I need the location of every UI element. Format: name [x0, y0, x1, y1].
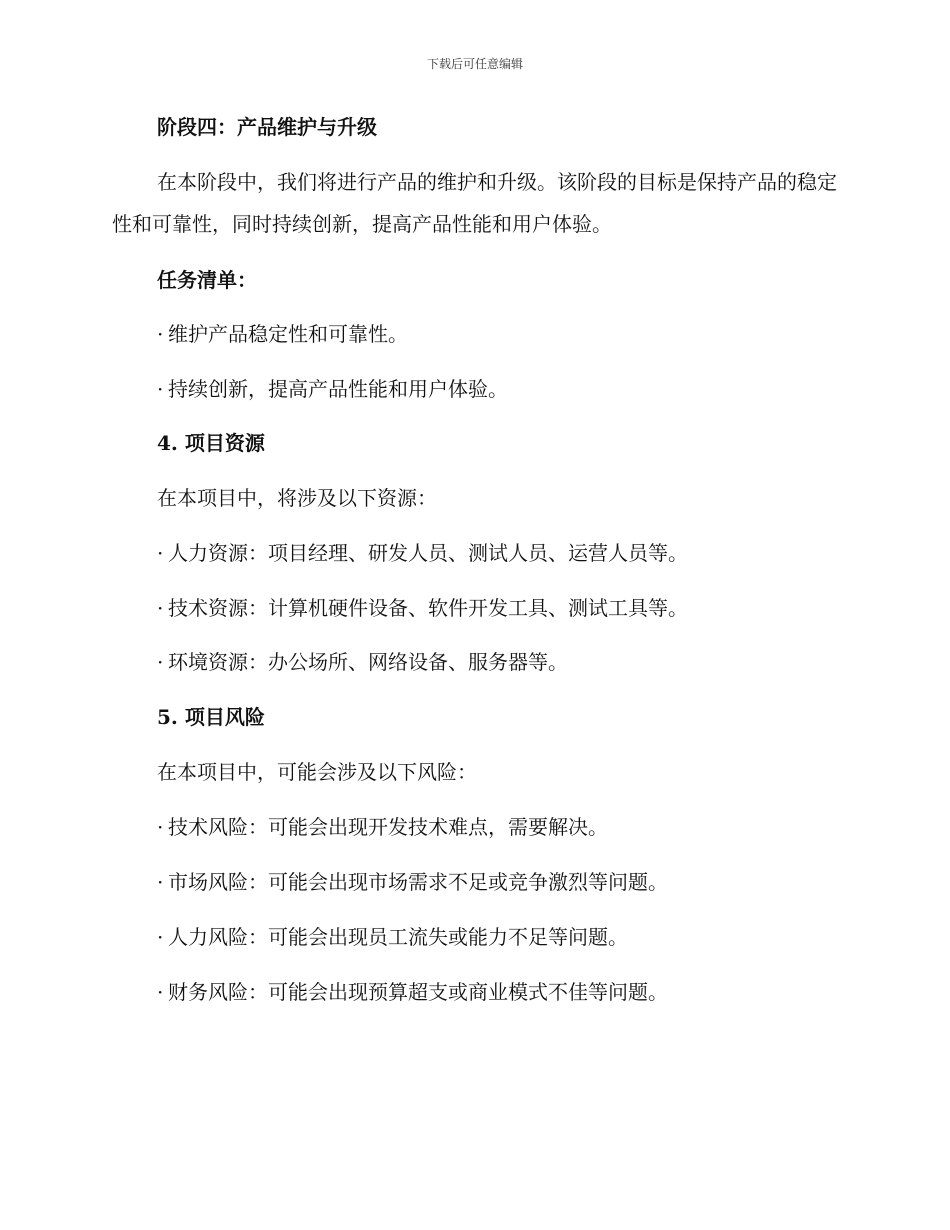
risks-intro: 在本项目中，可能会涉及以下风险：: [157, 760, 477, 784]
risk-item: [157, 927, 628, 947]
task-item: [157, 379, 508, 399]
risk-item: [157, 817, 608, 837]
resource-item: [157, 543, 688, 563]
risk-item: [157, 872, 668, 892]
bullet-dot: ·: [157, 980, 164, 1004]
bullet-dot: ·: [157, 650, 164, 674]
bullet-dot: ·: [157, 815, 164, 839]
risk-item-text: 技术风险：可能会出现开发技术难点，需要解决。: [168, 815, 608, 839]
task-item: [157, 324, 408, 344]
bullet-dot: ·: [157, 541, 164, 565]
page-header-note: 下载后可任意编辑: [426, 57, 523, 71]
resource-item: [157, 598, 688, 618]
task-item-text: 持续创新，提高产品性能和用户体验。: [168, 377, 508, 401]
bullet-dot: ·: [157, 870, 164, 894]
bullet-dot: ·: [157, 377, 164, 401]
stage4-paragraph: 在本阶段中，我们将进行产品的维护和升级。该阶段的目标是保持产品的稳定性和可靠性，同时持续创新，提高产品性能和用户体验。: [112, 170, 837, 236]
stage4-heading: 阶段四：产品维护与升级: [157, 115, 377, 139]
resources-heading: 4. 项目资源: [157, 431, 265, 455]
resource-item-text: 人力资源：项目经理、研发人员、测试人员、运营人员等。: [168, 541, 688, 565]
resource-item: [157, 652, 568, 672]
bullet-dot: ·: [157, 925, 164, 949]
bullet-dot: ·: [157, 322, 164, 346]
resource-item-text: 技术资源：计算机硬件设备、软件开发工具、测试工具等。: [168, 596, 688, 620]
task-item-text: 维护产品稳定性和可靠性。: [168, 322, 408, 346]
tasks-heading: 任务清单：: [157, 268, 257, 292]
risk-item: [157, 982, 668, 1002]
resources-intro: 在本项目中，将涉及以下资源：: [157, 486, 437, 510]
risk-item-text: 市场风险：可能会出现市场需求不足或竞争激烈等问题。: [168, 870, 668, 894]
risks-heading: 5. 项目风险: [157, 705, 265, 729]
bullet-dot: ·: [157, 596, 164, 620]
risk-item-text: 人力风险：可能会出现员工流失或能力不足等问题。: [168, 925, 628, 949]
resource-item-text: 环境资源：办公场所、网络设备、服务器等。: [168, 650, 568, 674]
risk-item-text: 财务风险：可能会出现预算超支或商业模式不佳等问题。: [168, 980, 668, 1004]
